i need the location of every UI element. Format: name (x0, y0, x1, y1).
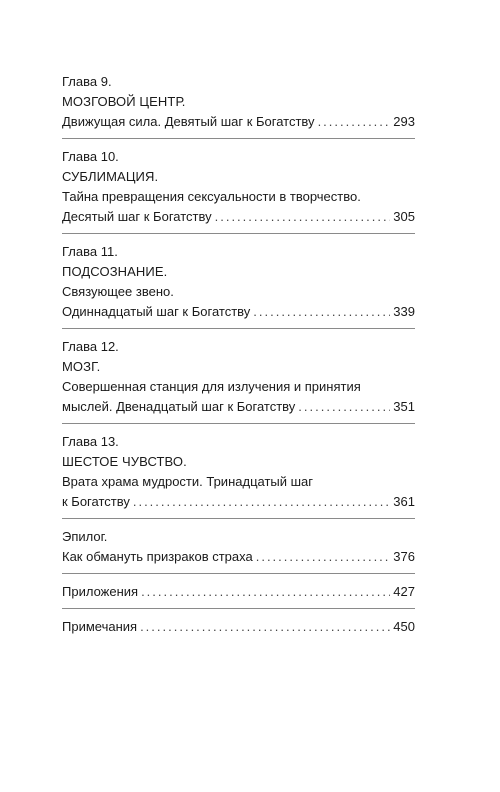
toc-entry-chapter-10 (62, 147, 415, 234)
chapter-subtitle: к Богатству (62, 494, 130, 509)
chapter-subtitle: мыслей. Двенадцатый шаг к Богатству (62, 399, 296, 414)
chapter-title: МОЗГ. (62, 359, 101, 374)
chapter-description: Тайна превращения сексуальности в творчество. (62, 189, 361, 204)
chapter-subtitle: Как обмануть призраков страха (62, 549, 253, 564)
chapter-description: Врата храма мудрости. Тринадцатый шаг (62, 474, 314, 489)
page-number: 305 (393, 209, 415, 224)
toc-leader-line[interactable] (62, 582, 415, 602)
toc-leader-line[interactable] (62, 617, 415, 637)
toc-leader-line[interactable] (62, 492, 415, 512)
chapter-label: Глава 12. (62, 339, 119, 354)
toc-entry-notes (62, 617, 415, 643)
toc-entry-chapter-12 (62, 337, 415, 424)
section-title: Примечания (62, 619, 138, 634)
page-number: 339 (393, 304, 415, 319)
chapter-label: Эпилог. (62, 529, 108, 544)
dot-leader (298, 397, 390, 417)
toc-leader-line[interactable] (62, 112, 415, 132)
section-title: Приложения (62, 584, 139, 599)
toc-entry-appendices (62, 582, 415, 609)
table-of-contents (62, 72, 415, 651)
dot-leader (256, 547, 391, 567)
toc-entry-chapter-13 (62, 432, 415, 519)
toc-entry-chapter-11 (62, 242, 415, 329)
chapter-title: ШЕСТОЕ ЧУВСТВО. (62, 454, 187, 469)
dot-leader (318, 112, 391, 132)
dot-leader (141, 582, 390, 602)
page-number: 450 (393, 619, 415, 634)
page-number: 376 (393, 549, 415, 564)
chapter-subtitle: Десятый шаг к Богатству (62, 209, 212, 224)
page-number: 351 (393, 399, 415, 414)
chapter-subtitle: Движущая сила. Девятый шаг к Богатству (62, 114, 315, 129)
toc-leader-line[interactable] (62, 547, 415, 567)
toc-entry-epilogue (62, 527, 415, 574)
dot-leader (253, 302, 390, 322)
toc-entry-chapter-9 (62, 72, 415, 139)
chapter-label: Глава 13. (62, 434, 119, 449)
dot-leader (140, 617, 390, 637)
page-number: 427 (393, 584, 415, 599)
chapter-label: Глава 11. (62, 244, 118, 259)
chapter-description: Связующее звено. (62, 284, 174, 299)
toc-leader-line[interactable] (62, 207, 415, 227)
chapter-title: СУБЛИМАЦИЯ. (62, 169, 159, 184)
page-number: 361 (393, 494, 415, 509)
page-number: 293 (393, 114, 415, 129)
chapter-title: ПОДСОЗНАНИЕ. (62, 264, 168, 279)
dot-leader (133, 492, 390, 512)
chapter-title: МОЗГОВОЙ ЦЕНТР. (62, 94, 186, 109)
chapter-label: Глава 9. (62, 74, 112, 89)
chapter-label: Глава 10. (62, 149, 119, 164)
toc-leader-line[interactable] (62, 302, 415, 322)
toc-leader-line[interactable] (62, 397, 415, 417)
chapter-subtitle: Одиннадцатый шаг к Богатству (62, 304, 251, 319)
dot-leader (215, 207, 391, 227)
chapter-description: Совершенная станция для излучения и принятия (62, 379, 361, 394)
